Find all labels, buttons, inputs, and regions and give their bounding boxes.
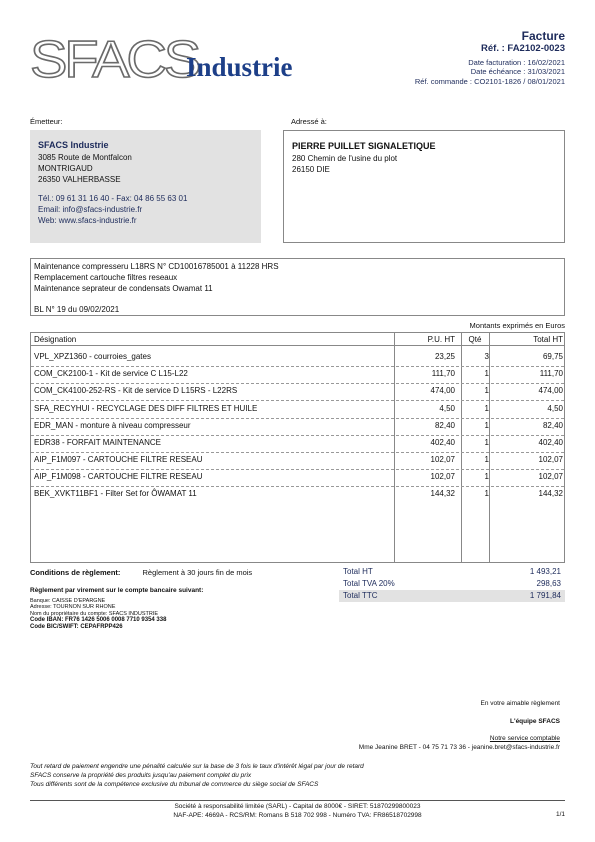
total-tva-value: 298,63: [536, 579, 561, 588]
emitter-address-line: MONTRIGAUD: [38, 164, 93, 173]
total-ht-value: 1 493,21: [529, 567, 561, 576]
signature-contact: Mme Jeanine BRET - 04 75 71 73 36 - jeanine.bret@sfacs-industrie.fr: [358, 744, 560, 751]
row-quantity: 1: [484, 369, 489, 378]
emitter-block: [30, 130, 261, 243]
logo-subtitle: Industrie: [186, 52, 293, 82]
invoice-reference: Réf. : FA2102-0023: [481, 43, 565, 54]
table-row: [31, 470, 564, 483]
row-quantity: 1: [484, 421, 489, 430]
row-unit-price: 4,50: [439, 404, 455, 413]
addressee-address-line: 26150 DIE: [292, 165, 330, 174]
emitter-email: Email: info@sfacs-industrie.fr: [38, 205, 143, 214]
description-line: Maintenance compresseru L18RS N° CD10016785001 à 11228 HRS: [34, 262, 279, 271]
bank-iban: Code IBAN: FR76 1426 5006 0008 7710 9354 338: [30, 617, 167, 623]
legal-notes: [30, 762, 364, 789]
total-ht-row: [339, 566, 565, 578]
row-quantity: 1: [484, 455, 489, 464]
row-unit-price: 82,40: [434, 421, 455, 430]
page-footer: [30, 800, 565, 820]
conditions-label: Conditions de règlement:: [30, 568, 121, 577]
conditions-value: Règlement à 30 jours fin de mois: [142, 568, 253, 577]
due-date: Date échéance : 31/03/2021: [470, 67, 565, 76]
row-unit-price: 102,07: [430, 455, 455, 464]
row-total: 402,40: [538, 438, 563, 447]
row-quantity: 1: [484, 386, 489, 395]
row-quantity: 1: [484, 404, 489, 413]
bank-owner: Nom du propriétaire du compte: SFACS INDUSTRIE: [30, 610, 159, 617]
row-total: 4,50: [547, 404, 563, 413]
emitter-address-line: 3085 Route de Montfalcon: [38, 153, 132, 162]
invoice-table: [30, 332, 565, 563]
row-designation: AIP_F1M098 - CARTOUCHE FILTRE RESEAU: [34, 472, 203, 481]
description-line: Remplacement cartouche filtres reseaux: [34, 273, 178, 282]
row-unit-price: 474,00: [430, 386, 455, 395]
order-reference: Réf. commande : CO2101-1826 / 08/01/2021: [414, 77, 565, 86]
emitter-label: Émetteur:: [30, 117, 63, 126]
payment-conditions: [30, 568, 252, 577]
table-header: [31, 333, 564, 346]
row-designation: COM_CK4100-252-RS - Kit de service D L15RS - L22RS: [34, 386, 238, 395]
table-row: [31, 402, 564, 415]
emitter-phone: Tél.: 09 61 31 16 40 - Fax: 04 86 55 63 01: [38, 194, 188, 203]
page-number: 1/1: [555, 811, 565, 818]
table-row: [31, 453, 564, 466]
row-quantity: 1: [484, 472, 489, 481]
legal-line: SFACS conserve la propriété des produits jusqu'au paiement complet du prix: [30, 772, 252, 779]
row-total: 111,70: [539, 369, 563, 378]
company-logo: [30, 30, 320, 90]
row-unit-price: 402,40: [430, 438, 455, 447]
total-ttc-row: [339, 590, 565, 602]
signature-greeting: En votre aimable règlement: [480, 700, 560, 707]
row-total: 82,40: [542, 421, 563, 430]
row-quantity: 1: [484, 489, 489, 498]
delivery-note: BL N° 19 du 09/02/2021: [34, 305, 120, 314]
table-row: [31, 384, 564, 397]
footer-company-info: Société à responsabilité limitée (SARL) - Capital de 8000€ - SIRET: 51870299800023: [174, 803, 421, 810]
bank-name: Banque: CAISSE D'EPARGNE: [30, 597, 106, 604]
row-quantity: 3: [484, 352, 489, 361]
addressee-label: Adressé à:: [291, 117, 327, 126]
row-designation: AIP_F1M097 - CARTOUCHE FILTRE RESEAU: [34, 455, 203, 464]
row-unit-price: 23,25: [434, 352, 455, 361]
emitter-address-line: 26350 VALHERBASSE: [38, 175, 121, 184]
header-unit-price: P.U. HT: [427, 335, 455, 344]
totals-block: [339, 566, 565, 602]
row-total: 102,07: [538, 455, 563, 464]
invoice-description: [30, 258, 565, 316]
addressee-block: [283, 130, 565, 243]
table-row: [31, 419, 564, 432]
emitter-web: Web: www.sfacs-industrie.fr: [38, 216, 137, 225]
document-title: Facture: [521, 29, 565, 43]
logo-brand: SFACS: [30, 31, 198, 89]
row-total: 69,75: [542, 352, 563, 361]
bank-details: [30, 588, 203, 630]
emitter-name: SFACS Industrie: [38, 140, 109, 150]
table-row: [31, 436, 564, 449]
row-designation: EDR_MAN - monture à niveau compresseur: [34, 421, 191, 430]
row-designation: VPL_XPZ1360 - courroies_gates: [34, 352, 151, 361]
invoice-date: Date facturation : 16/02/2021: [468, 58, 565, 67]
table-row: [31, 487, 564, 500]
bank-title: Règlement par virement sur le compte bancaire suivant:: [30, 587, 204, 594]
bank-bic: Code BIC/SWIFT: CEPAFRPP426: [30, 623, 123, 630]
row-quantity: 1: [484, 438, 489, 447]
addressee-address-line: 280 Chemin de l'usine du plot: [292, 154, 398, 163]
row-total: 102,07: [538, 472, 563, 481]
addressee-name: PIERRE PUILLET SIGNALETIQUE: [292, 141, 436, 151]
header-quantity: Qté: [468, 335, 482, 344]
legal-line: Tout retard de paiement engendre une pénalité calculée sur la base de 3 fois le taux d'intérêt légal par jour de retard: [30, 763, 364, 770]
row-designation: EDR38 - FORFAIT MAINTENANCE: [34, 438, 161, 447]
total-tva-label: Total TVA 20%: [343, 579, 395, 588]
row-designation: COM_CK2100-1 - Kit de service C L15-L22: [34, 369, 188, 378]
row-total: 144,32: [538, 489, 563, 498]
total-tva-row: [339, 578, 565, 590]
legal-line: Tous différents sont de la compétence exclusive du tribunal de commerce du siège social de SFACS: [30, 781, 319, 788]
signature-team: L'équipe SFACS: [510, 718, 560, 725]
row-unit-price: 111,70: [431, 369, 455, 378]
bank-address: Adresse: TOURNON SUR RHONE: [30, 604, 116, 610]
total-ht-label: Total HT: [343, 567, 373, 576]
currency-note: Montants exprimés en Euros: [469, 321, 565, 330]
table-row: [31, 367, 564, 380]
total-ttc-value: 1 791,84: [529, 591, 561, 600]
row-unit-price: 144,32: [430, 489, 455, 498]
description-line: Maintenance seprateur de condensats Owamat 11: [34, 284, 213, 293]
header-designation: Désignation: [34, 335, 77, 344]
signature-service: Notre service comptable: [489, 735, 560, 742]
footer-registration: NAF-APE: 4669A - RCS/RM: Romans B 518 702 998 - Numéro TVA: FR86518702998: [173, 812, 422, 819]
row-unit-price: 102,07: [430, 472, 455, 481]
row-total: 474,00: [538, 386, 563, 395]
header-total: Total HT: [533, 335, 563, 344]
table-row: [31, 350, 564, 363]
row-designation: SFA_RECYHUI - RECYCLAGE DES DIFF FILTRES ET HUILE: [34, 404, 258, 413]
total-ttc-label: Total TTC: [343, 591, 378, 600]
row-designation: BEK_XVKT11BF1 - Filter Set for ÔWAMAT 11: [34, 489, 197, 498]
